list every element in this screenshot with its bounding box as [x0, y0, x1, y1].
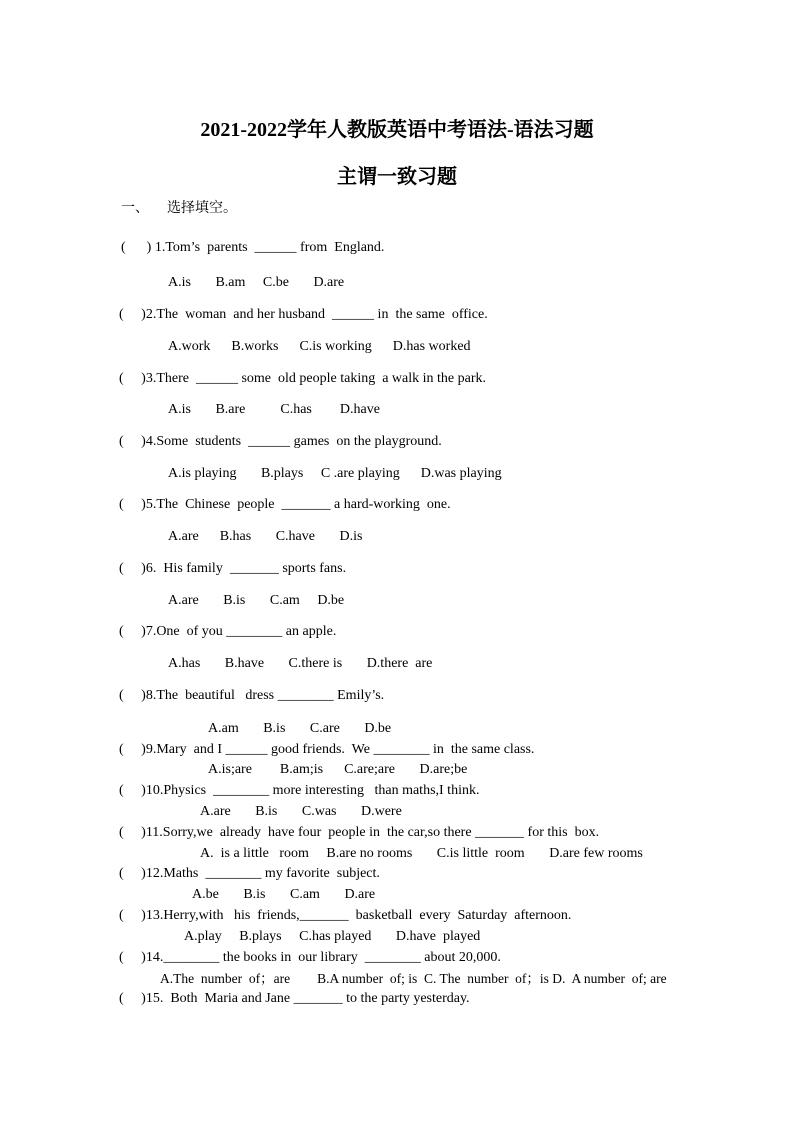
page-subtitle: 主谓一致习题: [337, 166, 457, 188]
question-11: ( )11.Sorry,we already have four people in the car,so there _______ for this box.: [119, 825, 600, 840]
question-5: ( )5.The Chinese people _______ a hard-working one.: [119, 497, 451, 512]
question-4-options: A.is playing B.plays C .are playing D.was playing: [168, 466, 502, 481]
question-15: ( )15. Both Maria and Jane _______ to the party yesterday.: [119, 991, 470, 1006]
question-2-options: A.work B.works C.is working D.has worked: [168, 339, 471, 354]
question-8: ( )8.The beautiful dress ________ Emily’s.: [119, 688, 385, 703]
question-8-options: A.am B.is C.are D.be: [208, 721, 392, 736]
question-6-options: A.are B.is C.am D.be: [168, 593, 345, 608]
question-14: ( )14.________ the books in our library ________ about 20,000.: [119, 950, 501, 965]
question-13-options: A.play B.plays C.has played D.have played: [184, 929, 481, 944]
question-10-options: A.are B.is C.was D.were: [200, 804, 402, 819]
question-7-options: A.has B.have C.there is D.there are: [168, 656, 433, 671]
question-11-options: A. is a little room B.are no rooms C.is little room D.are few rooms: [200, 846, 643, 861]
section-label: 选择填空。: [167, 201, 237, 216]
page-title: 2021-2022学年人教版英语中考语法-语法习题: [200, 119, 594, 141]
question-7: ( )7.One of you ________ an apple.: [119, 624, 337, 639]
question-10: ( )10.Physics ________ more interesting than maths,I think.: [119, 783, 480, 798]
question-9-options: A.is;are B.am;is C.are;are D.are;be: [208, 762, 468, 777]
question-12: ( )12.Maths ________ my favorite subject.: [119, 866, 380, 881]
question-6: ( )6. His family _______ sports fans.: [119, 561, 347, 576]
question-4: ( )4.Some students ______ games on the playground.: [119, 434, 442, 449]
question-3-options: A.is B.are C.has D.have: [168, 402, 380, 417]
question-9: ( )9.Mary and I ______ good friends. We ________ in the same class.: [119, 742, 535, 757]
question-5-options: A.are B.has C.have D.is: [168, 529, 363, 544]
question-12-options: A.be B.is C.am D.are: [192, 887, 376, 902]
question-3: ( )3.There ______ some old people taking a walk in the park.: [119, 371, 487, 386]
section-number: 一、: [121, 201, 149, 216]
question-13: ( )13.Herry,with his friends,_______ basketball every Saturday afternoon.: [119, 908, 572, 923]
question-2: ( )2.The woman and her husband ______ in the same office.: [119, 307, 488, 322]
question-1-options: A.is B.am C.be D.are: [168, 275, 345, 290]
question-1: ( ) 1.Tom’s parents ______ from England.: [121, 240, 385, 255]
question-14-options: A.The number of；are B.A number of; is C. The number of；is D. A number of; are: [160, 971, 667, 986]
